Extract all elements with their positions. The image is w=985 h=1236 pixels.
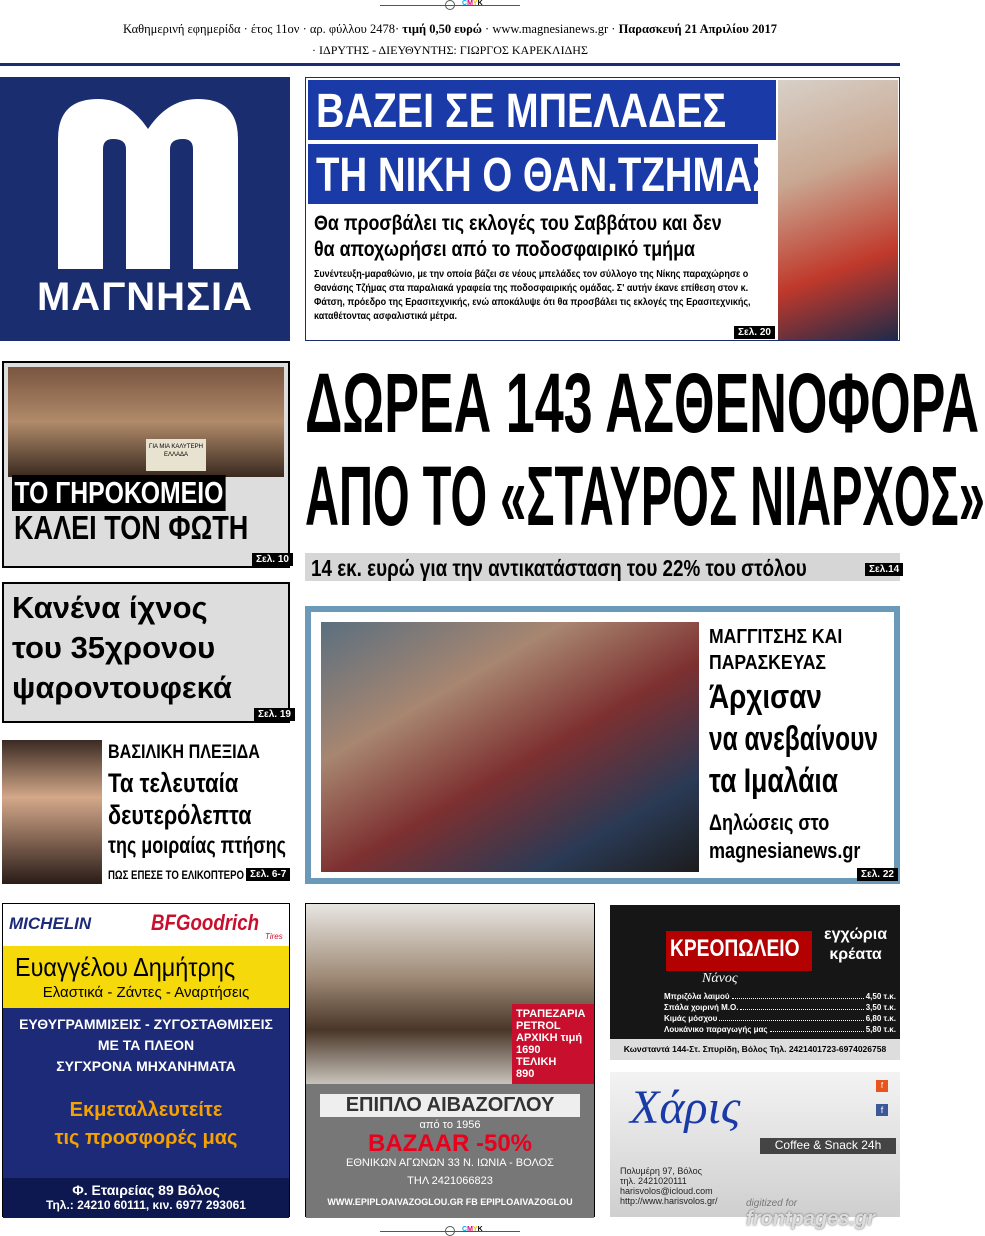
furniture-price-tag: ΤΡΑΠΕΖΑΡΙΑ PETROL ΑΡΧΙΚΗ τιμή 1690 ΤΕΛΙΚΗ 890	[512, 1004, 594, 1084]
protest-sign: ΓΙΑ ΜΙΑ ΚΑΛΥΤΕΡΗ ΕΛΛΑΔΑ	[146, 439, 206, 471]
ad-butcher[interactable]	[610, 905, 900, 1060]
founder-line: · ΙΔΡΥΤΗΣ - ΔΙΕΥΘΥΝΤΗΣ: ΓΙΩΡΓΟΣ ΚΑΡΕΚΛΙΔΗΣ	[312, 43, 588, 57]
register-mark-bottom	[445, 1226, 455, 1236]
butcher-sign	[666, 931, 812, 971]
diver-story	[2, 582, 290, 723]
facebook-icon[interactable]: f	[876, 1104, 888, 1116]
price-row	[664, 1024, 896, 1035]
price-row	[664, 1013, 896, 1024]
bfgoodrich-sub: Tires	[265, 932, 283, 941]
himalaya-names-1: ΜΑΓΓΙΤΣΗΣ ΚΑΙ	[709, 626, 843, 648]
price-dots	[740, 1002, 863, 1010]
watermark-line-1: digitized for	[746, 1198, 798, 1209]
plexida-kicker: ΠΩΣ ΕΠΕΣΕ ΤΟ ΕΛΙΚΟΠΤΕΡΟ	[108, 868, 244, 882]
butcher-price-list	[664, 991, 896, 1035]
masthead-logo[interactable]	[0, 77, 290, 341]
climbers-photo	[321, 622, 699, 872]
diver-headline: Κανένα ίχνος του 35χρονου ψαροντουφεκά	[12, 590, 232, 705]
cafe-name: Χάρις	[630, 1081, 741, 1134]
headline-bar-1	[308, 80, 776, 140]
niarchos-page-ref[interactable]: Σελ.14	[865, 563, 903, 576]
logo-name: ΜΑΓΝΗΣΙΑ	[36, 275, 254, 319]
headline-bar-2	[308, 144, 776, 204]
price-item: Κιμάς μόσχου	[664, 1014, 718, 1023]
plexida-page-ref[interactable]: Σελ. 6-7	[246, 868, 290, 881]
tzimas-photo	[778, 80, 898, 340]
furniture-bazaar: BAZAAR -50%	[367, 1130, 532, 1157]
tyre-services: ΕΥΘΥΓΡΑΜΜΙΣΕΙΣ - ΖΥΓΟΣΤΑΘΜΙΣΕΙΣ ΜΕ ΤΑ ΠΛΕΟΝ ΣΥΓΧΡΟΝΑ ΜΗΧΑΝΗΜΑΤΑ	[19, 1016, 273, 1074]
bfgoodrich-logo: BFGoodrich	[151, 910, 260, 935]
butcher-address: Κωνσταντά 144-Στ. Σπυρίδη, Βόλος Τηλ. 2421401723-6974026758	[610, 1039, 900, 1060]
niarchos-line-2: ΑΠΟ ΤΟ «ΣΤΑΥΡΟΣ ΝΙΑΡΧΟΣ»	[305, 449, 985, 543]
plexida-line-2: δευτερόλεπτα	[108, 800, 252, 830]
plexida-photo	[2, 740, 102, 884]
price-dots	[732, 991, 864, 999]
niarchos-sub-bar	[305, 553, 900, 581]
furniture-info: ΕΠΙΠΛΟ ΑΙΒΑΖΟΓΛΟΥ από το 1956 BAZAAR -50% ΕΘΝΙΚΩΝ ΑΓΩΝΩΝ 33 Ν. ΙΩΝΙΑ - ΒΟΛΟΣ ΤΗΛ 2421066823 WWW.EPIPLOAIVAZOGLOU.GR FB EPIPLOAIVAZOGLOU	[306, 1084, 594, 1218]
nursing-line-2: ΚΑΛΕΙ ΤΟΝ ΦΩΤΗ	[14, 509, 249, 546]
plexida-name: ΒΑΣΙΛΙΚΗ ΠΛΕΞΙΔΑ	[108, 742, 260, 763]
top-headline-1: ΒΑΖΕΙ ΣΕ ΜΠΕΛΑΔΕΣ	[316, 85, 727, 138]
niarchos-line-1: ΔΩΡΕΑ 143 ΑΣΘΕΝΟΦΟΡΑ	[305, 356, 980, 450]
plexida-story	[2, 740, 290, 886]
plexida-line-3: της μοιραίας πτήσης	[108, 832, 286, 858]
foursquare-icon[interactable]: f	[876, 1080, 888, 1092]
cafe-tagline: Coffee & Snack 24h	[760, 1138, 896, 1154]
logo-m-icon	[58, 99, 238, 269]
top-subhead-1: Θα προσβάλει τις εκλογές του Σαββάτου και δεν	[314, 212, 722, 235]
tyre-owner-box	[3, 946, 289, 1008]
himalaya-head-2: να ανεβαίνουν	[709, 720, 878, 758]
diver-page-ref[interactable]: Σελ. 19	[254, 708, 295, 721]
tyre-promo: Εκμεταλλευτείτε τις προσφορές μας	[54, 1099, 238, 1149]
tyre-products: Ελαστικά - Ζάντες - Αναρτήσεις	[42, 984, 250, 1001]
header-rule	[0, 63, 900, 66]
ad-cafe[interactable]	[610, 1072, 900, 1217]
top-story-body: Συνέντευξη-μαραθώνιο, με την οποία βάζει σε νέους μπελάδες τον σύλλογο της Νίκης παραχώρησε ο Θανάσης Τζήμας στα παραλιακά γραφεία της ποδοσφαιρικής ομάδας. Σ' αυτήν έκανε επίθεση στον κ. Φάτση, πρόεδρο της Ερασιτεχνικής, ενώ αποκάλυψε ότι θα προσβάλει τις εκλογές της Ερασιτεχνικής, καταθέτοντας ασφαλιστικά μέτρα.	[314, 269, 751, 322]
price-value: 5,80 τ.κ.	[865, 1025, 896, 1034]
himalaya-names-2: ΠΑΡΑΣΚΕΥΑΣ	[709, 652, 826, 674]
himalaya-head-1: Άρχισαν	[709, 678, 822, 716]
tyre-contact: Φ. Εταιρείας 89 Βόλος Τηλ.: 24210 60111, κιν. 6977 293061	[3, 1178, 289, 1218]
price-item: Λουκάνικο παραγωγής μας	[664, 1025, 768, 1034]
price-dots	[770, 1024, 864, 1032]
price-value: 3,50 τ.κ.	[865, 1003, 896, 1012]
himalaya-note-2[interactable]: magnesianews.gr	[709, 838, 861, 863]
himalaya-page-ref[interactable]: Σελ. 22	[857, 868, 898, 881]
price-value: 6,80 τ.κ.	[865, 1014, 896, 1023]
himalaya-head-3: τα Ιμαλάια	[709, 762, 839, 800]
protester-photo	[8, 367, 284, 477]
butcher-owner: Νάνος	[702, 971, 738, 986]
price-value: 4,50 τ.κ.	[865, 992, 896, 1001]
top-story	[305, 77, 900, 341]
butcher-tag: εγχώρια κρέατα	[824, 926, 888, 963]
register-mark	[445, 0, 455, 10]
top-subhead-2: θα αποχωρήσει από το ποδοσφαιρικό τμήμα	[314, 238, 695, 261]
price-dots	[719, 1013, 863, 1021]
masthead-info: Καθημερινή εφημερίδα · έτος 11ον · αρ. φύλλου 2478· τιμή 0,50 ευρώ · www.magnesianews.gr · Παρασκευή 21 Απριλίου 2017	[123, 22, 777, 36]
butcher-shop: ΚΡΕΟΠΩΛΕΙΟ	[670, 935, 800, 962]
nursing-line-1: ΤΟ ΓΗΡΟΚΟΜΕΙΟ	[12, 475, 226, 511]
price-item: Μπριζόλα λαιμού	[664, 992, 730, 1001]
himalaya-story	[305, 606, 900, 884]
top-headline-2: ΤΗ ΝΙΚΗ Ο ΘΑΝ.ΤΖΗΜΑΣ	[316, 149, 776, 202]
tyre-brands-strip	[3, 904, 289, 946]
furniture-store: ΕΠΙΠΛΟ ΑΙΒΑΖΟΓΛΟΥ	[320, 1094, 580, 1117]
tyre-owner: Ευαγγέλου Δημήτρης	[15, 952, 236, 982]
plexida-line-1: Τα τελευταία	[108, 768, 239, 798]
michelin-logo: MICHELIN	[9, 914, 92, 933]
top-story-page-ref[interactable]: Σελ. 20	[734, 326, 775, 339]
nursing-home-story	[2, 361, 290, 568]
himalaya-note-1: Δηλώσεις στο	[709, 810, 830, 835]
ad-furniture[interactable]	[305, 903, 595, 1217]
ad-tyres[interactable]	[2, 903, 290, 1217]
nursing-page-ref[interactable]: Σελ. 10	[252, 553, 293, 566]
cafe-contact: Πολυμέρη 97, Βόλος τηλ. 2421020111 harisvolos@icloud.com http://www.harisvolos.gr/	[620, 1166, 718, 1206]
cmyk-mark: CMYK	[462, 0, 483, 7]
price-row	[664, 991, 896, 1002]
price-item: Σπάλα χοιρινή Μ.Ο.	[664, 1003, 739, 1012]
price-row	[664, 1002, 896, 1013]
cmyk-mark-bottom: CMYK	[462, 1226, 483, 1233]
niarchos-sub: 14 εκ. ευρώ για την αντικατάσταση του 22% του στόλου	[311, 555, 807, 581]
watermark-line-2: frontpages.gr	[746, 1208, 875, 1230]
